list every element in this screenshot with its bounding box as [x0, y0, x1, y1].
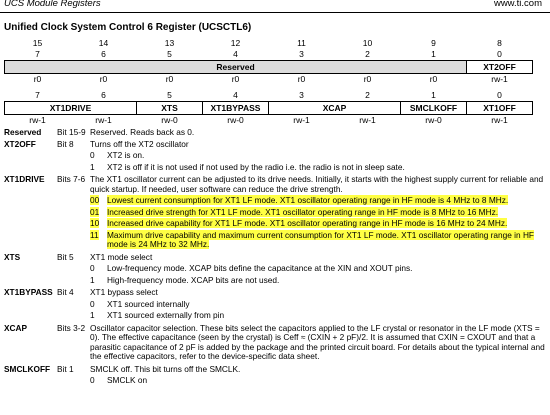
reset-row — [5, 74, 533, 86]
field-description: XT1 bypass select — [90, 287, 158, 297]
field-description: Oscillator capacitor selection. These bits select the capacitors applied to the LF crystal or resonator in the LF mode (XTS = 0). The effective capacitance (seen by the crystal) is Ceff ≈ (CXIN + 2 pF)/2. It is assumed that CXIN = CXOUT and that a parasitic capacitance of 2 pF is added by the package and the printed circuit board. For details about the typical internal and the effective capacitors, refer to the device-specific data sheet. — [90, 322, 545, 361]
bit-number: 10 — [362, 38, 373, 48]
field-bits: Bits 3-2 — [57, 322, 86, 333]
field-xt1off: XT1OFF — [467, 102, 533, 115]
bit-number: 4 — [233, 49, 238, 59]
bit-number: 6 — [101, 49, 106, 59]
bit-number: 15 — [32, 38, 43, 48]
bit-number: 2 — [365, 49, 370, 59]
field-row — [5, 61, 533, 74]
option-row-highlighted — [90, 208, 548, 218]
field-bits: Bit 8 — [57, 138, 74, 149]
option-row — [90, 163, 548, 173]
field-xcap: XCAP — [269, 102, 401, 115]
field-desc-xts — [4, 253, 548, 263]
option-value: 1 — [90, 161, 95, 172]
option-row — [90, 311, 548, 321]
reset-value: r0 — [297, 74, 306, 84]
field-description: Turns off the XT2 oscillator — [90, 138, 189, 149]
field-name: XCAP — [4, 322, 28, 333]
reset-value: r0 — [99, 74, 108, 84]
field-name: XT1DRIVE — [4, 174, 45, 184]
option-value: 0 — [90, 263, 95, 273]
reset-value: r0 — [429, 74, 438, 84]
option-value: 11 — [90, 229, 99, 240]
bit-number: 1 — [431, 49, 436, 59]
field-description: Reserved. Reads back as 0. — [90, 127, 195, 137]
header-website: www.ti.com — [493, 0, 542, 9]
bit-number: 13 — [164, 38, 175, 48]
bit-number-row — [5, 38, 533, 49]
option-value: 0 — [90, 150, 95, 160]
reset-value: r0 — [231, 74, 240, 84]
field-reserved: Reserved — [5, 61, 467, 74]
field-name: XTS — [4, 251, 21, 262]
option-row — [90, 300, 548, 310]
field-bits: Bit 15-9 — [57, 127, 86, 137]
reset-value: r0 — [363, 74, 372, 84]
bit-number: 4 — [233, 90, 238, 100]
field-bits: Bits 7-6 — [57, 174, 86, 184]
field-name: SMCLKOFF — [4, 363, 51, 374]
bit-number: 0 — [497, 90, 502, 100]
register-map-upper — [4, 38, 533, 85]
field-desc-xcap — [4, 324, 548, 362]
bit-number: 2 — [365, 90, 370, 100]
option-text: Maximum drive capability and maximum current consumption for XT1 LF mode. XT1 oscillator operating range in HF mode is 24 MHz to 32 MHz. — [107, 229, 535, 249]
field-description: SMCLK off. This bit turns off the SMCLK. — [90, 363, 241, 374]
reset-value: rw-1 — [95, 115, 112, 125]
field-description: The XT1 oscillator current can be adjusted to its drive needs. Initially, it starts with the highest supply current for reliable and quick startup. If needed, user software can reduce the drive strength. — [90, 174, 544, 194]
field-name: XT1BYPASS — [4, 287, 53, 297]
field-bits: Bit 5 — [57, 251, 74, 262]
option-row — [90, 276, 548, 286]
option-text: XT1 sourced externally from pin — [107, 310, 225, 320]
field-name: XT2OFF — [4, 138, 36, 149]
option-value: 00 — [90, 195, 100, 205]
option-row-highlighted — [90, 196, 548, 206]
option-text: XT2 is off if it is not used if not used by the radio i.e. the radio is not in sleep sate. — [107, 161, 405, 172]
bit-number: 9 — [431, 38, 436, 48]
header-section-title: UCS Module Registers — [4, 0, 101, 9]
register-map-lower — [4, 90, 533, 126]
reset-value: rw-1 — [293, 115, 310, 125]
field-desc-xt1drive — [4, 175, 548, 194]
field-smclkoff: SMCLKOFF — [401, 102, 467, 115]
bit-number: 12 — [230, 38, 241, 48]
field-desc-smclkoff — [4, 365, 548, 375]
bit-number: 7 — [35, 90, 40, 100]
bit-number: 11 — [297, 38, 306, 48]
field-xt1bypass: XT1BYPASS — [203, 102, 269, 115]
field-xt2off: XT2OFF — [467, 61, 533, 74]
field-xt1drive: XT1DRIVE — [5, 102, 137, 115]
reset-value: rw-0 — [227, 115, 244, 125]
bit-number: 14 — [98, 38, 109, 48]
field-bits: Bit 4 — [57, 287, 74, 297]
register-title: Unified Clock System Control 6 Register (UCSCTL6) — [4, 22, 252, 33]
bit-number: 3 — [299, 90, 304, 100]
field-desc-xt2off — [4, 140, 548, 150]
bit-number: 5 — [167, 49, 172, 59]
option-text: Increased drive strength for XT1 LF mode. XT1 oscillator operating range in HF mode is 8 MHz to 16 MHz. — [107, 206, 499, 217]
reset-value: r0 — [165, 74, 174, 84]
field-desc-reserved — [4, 128, 548, 138]
option-row — [90, 151, 548, 161]
bit-number: 5 — [167, 90, 172, 100]
bit-number: 0 — [497, 49, 502, 59]
option-value: 10 — [90, 218, 100, 228]
option-text: Low-frequency mode. XCAP bits define the capacitance at the XIN and XOUT pins. — [107, 263, 413, 273]
bit-number: 1 — [431, 90, 436, 100]
bit-number-row — [5, 90, 533, 102]
bit-number-row — [5, 49, 533, 61]
bit-number: 3 — [299, 49, 304, 59]
bit-number: 8 — [497, 38, 502, 48]
field-descriptions — [4, 128, 548, 388]
reset-value: rw-1 — [359, 115, 376, 125]
option-text: XT1 sourced internally — [107, 298, 190, 309]
option-value: 0 — [90, 375, 95, 385]
field-bits: Bit 1 — [57, 363, 74, 374]
reset-row — [5, 115, 533, 127]
reset-value: rw-0 — [161, 115, 178, 125]
bit-number: 6 — [101, 90, 106, 100]
option-row — [90, 264, 548, 274]
option-text: Lowest current consumption for XT1 LF mode. XT1 oscillator operating range in HF mode is 4 MHz to 8 MHz. — [107, 195, 509, 205]
option-value: 1 — [90, 274, 95, 285]
option-row-highlighted — [90, 219, 548, 229]
reset-value: rw-1 — [29, 115, 46, 125]
reset-value: rw-1 — [491, 74, 508, 84]
option-value: 1 — [90, 310, 95, 320]
reset-value: rw-1 — [491, 115, 508, 125]
option-text: SMCLK on — [107, 375, 148, 385]
option-value: 0 — [90, 298, 95, 309]
field-name: Reserved — [4, 127, 42, 137]
option-text: High-frequency mode. XCAP bits are not used. — [107, 274, 280, 285]
field-xts: XTS — [137, 102, 203, 115]
page-header — [0, 0, 550, 13]
field-description: XT1 mode select — [90, 251, 153, 262]
option-value: 01 — [90, 206, 100, 217]
bit-number: 7 — [35, 49, 40, 59]
field-row — [5, 102, 533, 115]
reset-value: r0 — [33, 74, 42, 84]
option-row-highlighted — [90, 231, 548, 250]
reset-value: rw-0 — [425, 115, 442, 125]
field-desc-xt1bypass — [4, 288, 548, 298]
option-row — [90, 376, 548, 386]
option-text: XT2 is on. — [107, 150, 145, 160]
option-text: Increased drive capability for XT1 LF mode. XT1 oscillator operating range in HF mode is 16 MHz to 24 MHz. — [107, 218, 508, 228]
